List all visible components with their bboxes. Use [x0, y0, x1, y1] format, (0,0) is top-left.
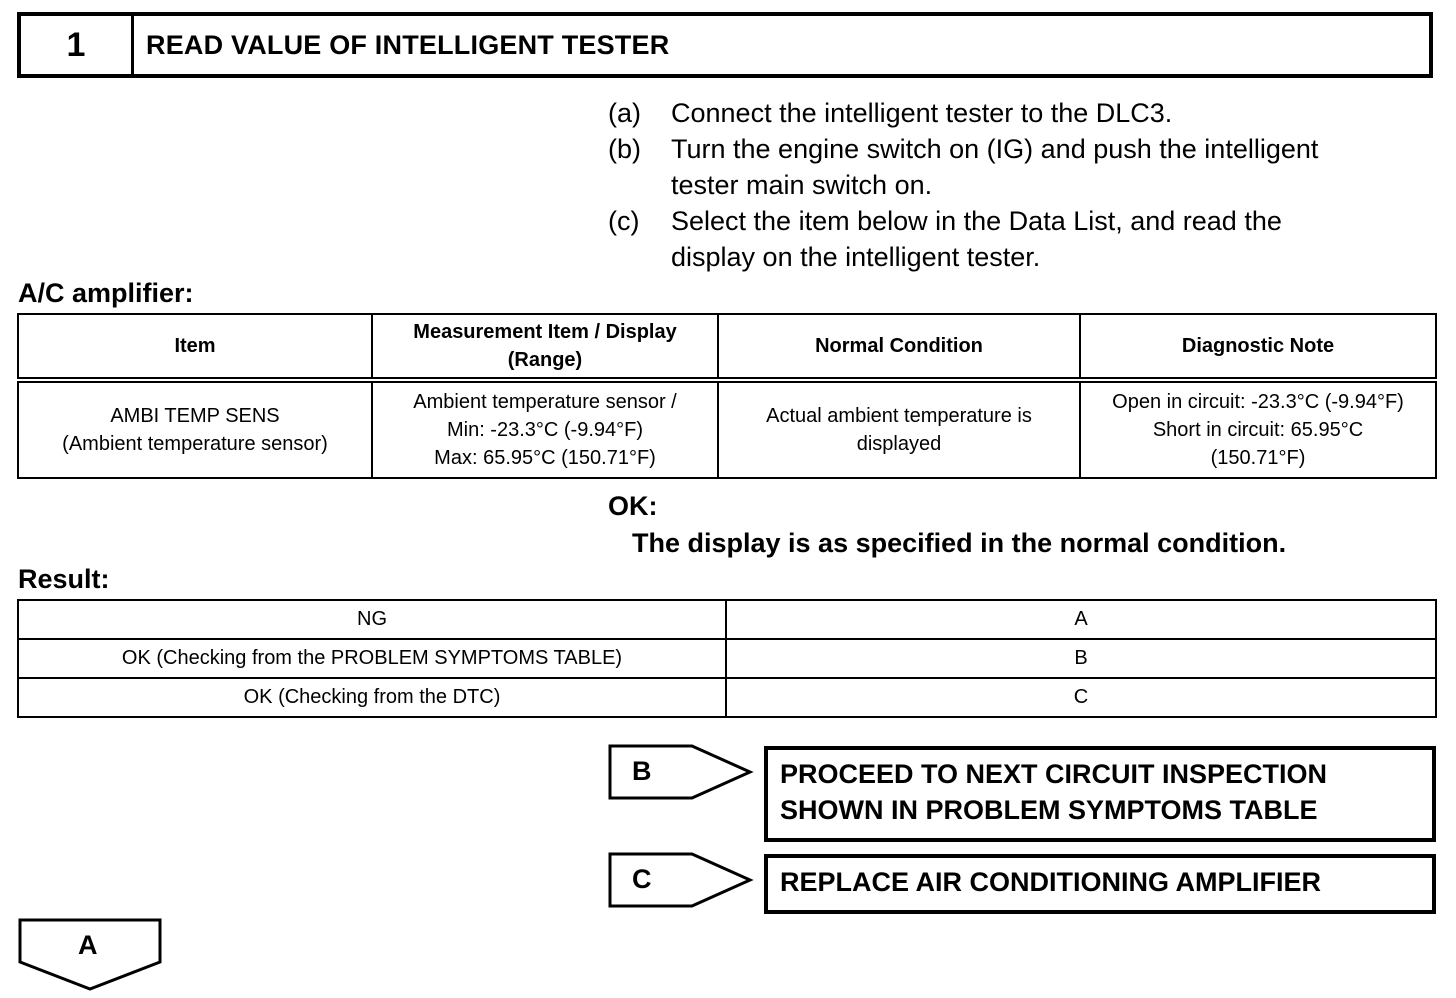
flow-arrow-c [608, 852, 754, 908]
cell-diagnostic-note [1080, 380, 1436, 478]
instruction-list [608, 95, 1438, 275]
instruction-letter: (a) [608, 98, 641, 128]
cell-measurement [372, 380, 718, 478]
instruction-b [608, 131, 1438, 203]
flow-arrow-b [608, 744, 754, 800]
box-line: SHOWN IN PROBLEM SYMPTOMS TABLE [780, 795, 1318, 825]
box-line: REPLACE AIR CONDITIONING AMPLIFIER [780, 867, 1322, 897]
box-line: PROCEED TO NEXT CIRCUIT INSPECTION [780, 759, 1328, 789]
header-measurement-line: Measurement Item / Display [413, 321, 677, 343]
instruction-text: Turn the engine switch on (IG) and push the intelligent [671, 134, 1319, 164]
header-normal-condition: Normal Condition [718, 314, 1080, 380]
cell-line: AMBI TEMP SENS [110, 405, 280, 427]
cell-line: Ambient temperature sensor / [413, 391, 677, 413]
cell-line: Open in circuit: -23.3°C (-9.94°F) [1112, 391, 1404, 413]
result-condition: OK (Checking from the PROBLEM SYMPTOMS TABLE) [18, 639, 726, 678]
instruction-text: Connect the intelligent tester to the DLC3. [671, 98, 1173, 128]
result-condition: NG [18, 600, 726, 639]
table-header-row [18, 314, 1436, 380]
cell-line: (Ambient temperature sensor) [62, 433, 328, 455]
instruction-letter: (c) [608, 206, 640, 236]
table-row [18, 380, 1436, 478]
arrow-right-icon [608, 852, 754, 908]
result-table [17, 599, 1437, 718]
ok-label: OK: [608, 491, 658, 521]
replace-amplifier-box [764, 854, 1436, 914]
flow-letter-b: B [632, 756, 652, 786]
instruction-c [608, 203, 1438, 275]
cell-line: Max: 65.95°C (150.71°F) [434, 447, 656, 469]
result-code: B [726, 639, 1436, 678]
header-measurement-range: (Range) [507, 349, 583, 371]
step-title: READ VALUE OF INTELLIGENT TESTER [146, 29, 670, 60]
cell-line: Short in circuit: 65.95°C [1152, 419, 1364, 441]
header-measurement [372, 314, 718, 380]
data-list-table [17, 313, 1437, 479]
step-number: 1 [21, 16, 134, 74]
instruction-letter: (b) [608, 134, 641, 164]
instruction-text: tester main switch on. [671, 170, 933, 200]
flow-letter-c: C [632, 864, 652, 894]
flow-letter-a: A [78, 930, 98, 960]
ok-text: The display is as specified in the normal condition. [632, 528, 1287, 558]
arrow-right-icon [608, 744, 754, 800]
instruction-text: Select the item below in the Data List, and read the [671, 206, 1282, 236]
result-code: C [726, 678, 1436, 717]
cell-item [18, 380, 372, 478]
result-label: Result: [18, 564, 110, 594]
table-row [18, 600, 1436, 639]
step-header [17, 12, 1433, 78]
flow-arrow-a [18, 918, 164, 992]
instruction-text: display on the intelligent tester. [671, 242, 1041, 272]
cell-line: displayed [856, 433, 942, 455]
cell-normal-condition [718, 380, 1080, 478]
cell-line: (150.71°F) [1210, 447, 1306, 469]
proceed-next-inspection-box [764, 746, 1436, 842]
table-row [18, 639, 1436, 678]
result-code: A [726, 600, 1436, 639]
table-row [18, 678, 1436, 717]
header-item: Item [18, 314, 372, 380]
header-diagnostic-note: Diagnostic Note [1080, 314, 1436, 380]
cell-line: Actual ambient temperature is [766, 405, 1032, 427]
instruction-a [608, 95, 1438, 131]
result-condition: OK (Checking from the DTC) [18, 678, 726, 717]
ac-amplifier-label: A/C amplifier: [18, 278, 194, 308]
cell-line: Min: -23.3°C (-9.94°F) [446, 419, 644, 441]
